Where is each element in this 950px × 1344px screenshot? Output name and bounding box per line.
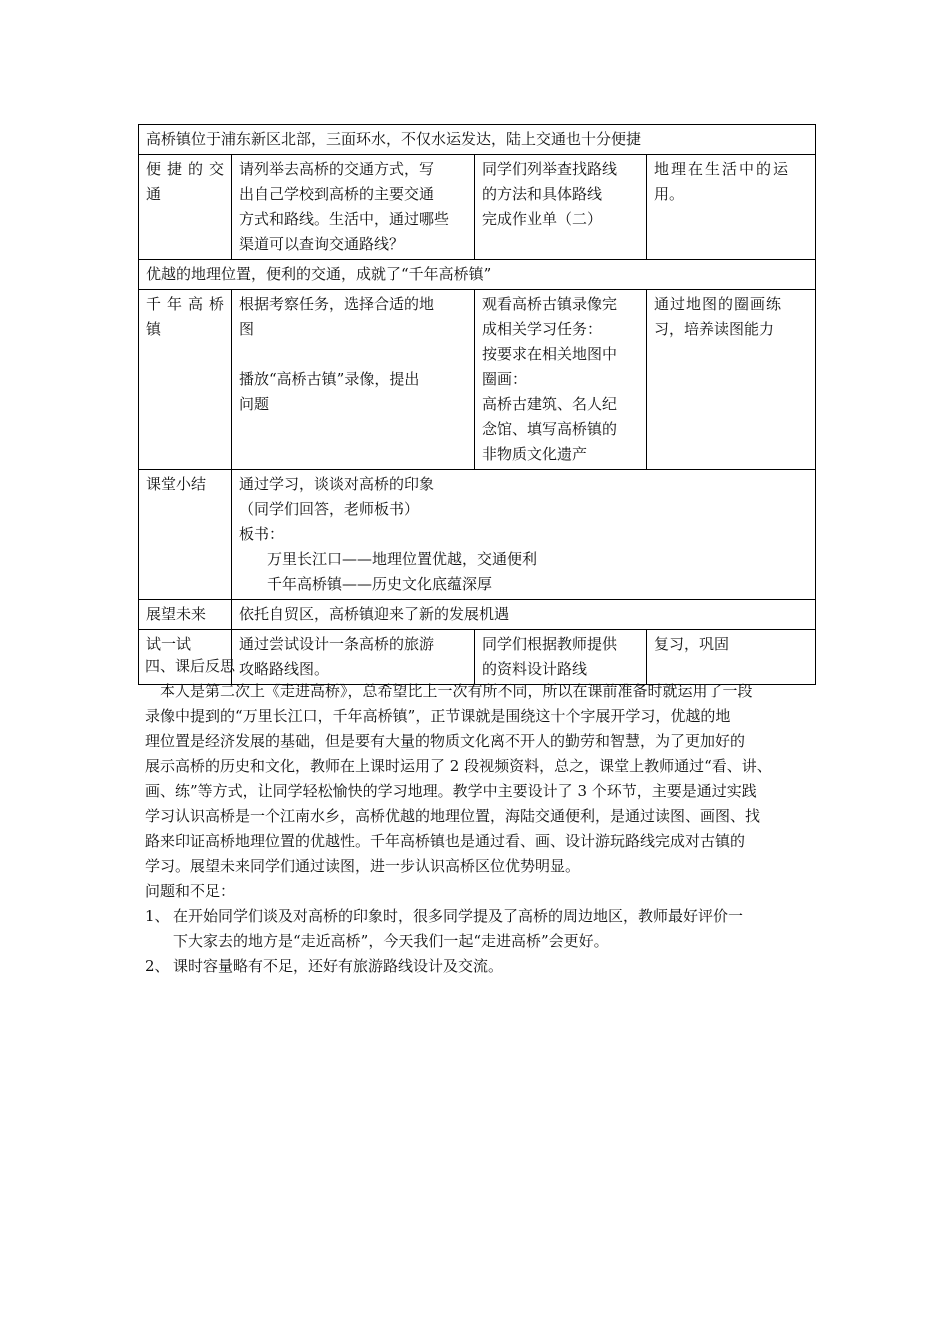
table-cell — [232, 600, 816, 630]
cell-text: 通过地图的圈画练 — [654, 295, 783, 313]
list-text: 在开始同学们谈及对高桥的印象时，很多同学提及了高桥的周边地区，教师最好评价一 — [173, 907, 744, 925]
paragraph-line: 学习。展望未来同学们通过读图，进一步认识高桥区位优势明显。 — [145, 857, 581, 875]
table-cell — [139, 260, 816, 290]
cell-text: 板书： — [239, 525, 285, 543]
lesson-plan-table — [138, 124, 816, 685]
cell-text: 千年高桥镇——历史文化底蕴深厚 — [267, 575, 493, 593]
cell-text: 展望未来 — [146, 605, 207, 623]
table-cell — [647, 155, 816, 260]
cell-text: 图 — [239, 320, 255, 338]
reflection-section — [145, 654, 817, 979]
cell-text: 便捷的交 — [146, 160, 231, 178]
cell-text: 的方法和具体路线 — [482, 185, 603, 203]
cell-text: 完成作业单（二） — [482, 210, 603, 228]
cell-text: 同学们根据教师提供 — [482, 635, 618, 653]
problems-heading: 问题和不足： — [145, 882, 236, 900]
cell-text: 课堂小结 — [146, 475, 207, 493]
cell-text: 播放“高桥古镇”录像，提出 — [239, 370, 420, 388]
cell-text: 渠道可以查询交通路线？ — [239, 235, 405, 253]
paragraph-line: 画、练”等方式，让同学轻松愉快的学习地理。教学中主要设计了 3 个环节，主要是通过实践 — [145, 782, 757, 800]
list-item — [145, 904, 817, 954]
table-cell — [475, 290, 647, 470]
cell-text: 出自己学校到高桥的主要交通 — [239, 185, 435, 203]
table-cell — [139, 155, 232, 260]
list-number: 2、 — [145, 957, 170, 975]
table-row — [139, 600, 816, 630]
cell-text: 问题 — [239, 395, 270, 413]
cell-text: 成相关学习任务： — [482, 320, 603, 338]
cell-text: 通 — [146, 185, 162, 203]
table-cell — [139, 290, 232, 470]
list-text: 课时容量略有不足，还好有旅游路线设计及交流。 — [173, 957, 504, 975]
table-cell — [232, 155, 475, 260]
cell-text: 的资料设计路线 — [482, 660, 588, 678]
list-number: 1、 — [145, 907, 170, 925]
cell-text: 高桥古建筑、名人纪 — [482, 395, 618, 413]
cell-text: 优越的地理位置，便利的交通，成就了“千年高桥镇” — [146, 265, 492, 283]
cell-text: 同学们列举查找路线 — [482, 160, 618, 178]
table-cell — [139, 470, 232, 600]
cell-text: 方式和路线。生活中，通过哪些 — [239, 210, 450, 228]
cell-text: 攻略路线图。 — [239, 660, 330, 678]
table-row — [139, 260, 816, 290]
table-cell — [139, 600, 232, 630]
cell-text: 依托自贸区，高桥镇迎来了新的发展机遇 — [239, 605, 510, 623]
cell-text: 镇 — [146, 320, 162, 338]
spacer — [239, 342, 468, 367]
cell-text: 用。 — [654, 185, 685, 203]
cell-text: 圈画： — [482, 370, 528, 388]
table-row — [139, 125, 816, 155]
paragraph-line: 学习认识高桥是一个江南水乡，高桥优越的地理位置，海陆交通便利，是通过读图、画图、找 — [145, 807, 761, 825]
cell-text: 观看高桥古镇录像完 — [482, 295, 618, 313]
section-heading: 四、课后反思 — [145, 657, 236, 675]
cell-text: 千年高桥 — [146, 295, 231, 313]
paragraph-line: 展示高桥的历史和文化，教师在上课时运用了 2 段视频资料，总之，课堂上教师通过“看、讲、 — [145, 757, 772, 775]
cell-text: （同学们回答，老师板书） — [239, 500, 420, 518]
list-text: 下大家去的地方是“走近高桥”，今天我们一起“走进高桥”会更好。 — [173, 932, 609, 950]
cell-text: 通过学习，谈谈对高桥的印象 — [239, 475, 435, 493]
cell-text: 试一试 — [146, 635, 192, 653]
cell-text: 高桥镇位于浦东新区北部，三面环水，不仅水运发达，陆上交通也十分便捷 — [146, 130, 642, 148]
paragraph-line: 路来印证高桥地理位置的优越性。千年高桥镇也是通过看、画、设计游玩路线完成对古镇的 — [145, 832, 746, 850]
table-cell — [475, 155, 647, 260]
list-item — [145, 954, 817, 979]
cell-text: 复习，巩固 — [654, 635, 730, 653]
paragraph-line: 本人是第二次上《走进高桥》，总希望比上一次有所不同，所以在课前准备时就运用了一段 — [145, 682, 753, 700]
table-cell — [647, 290, 816, 470]
paragraph-line: 录像中提到的“万里长江口，千年高桥镇”，正节课就是围绕这十个字展开学习，优越的地 — [145, 707, 731, 725]
cell-text: 请列举去高桥的交通方式，写 — [239, 160, 435, 178]
table-row — [139, 290, 816, 470]
table-row — [139, 470, 816, 600]
table-row — [139, 155, 816, 260]
table-cell — [139, 125, 816, 155]
cell-text: 万里长江口——地理位置优越，交通便利 — [267, 550, 538, 568]
table-cell — [232, 290, 475, 470]
cell-text: 非物质文化遗产 — [482, 445, 588, 463]
cell-text: 通过尝试设计一条高桥的旅游 — [239, 635, 435, 653]
paragraph-line: 理位置是经济发展的基础，但是要有大量的物质文化离不开人的勤劳和智慧，为了更加好的 — [145, 732, 746, 750]
cell-text: 地理在生活中的运 — [654, 160, 791, 178]
cell-text: 习，培养读图能力 — [654, 320, 775, 338]
cell-text: 念馆、填写高桥镇的 — [482, 420, 618, 438]
cell-text: 根据考察任务，选择合适的地 — [239, 295, 435, 313]
cell-text: 按要求在相关地图中 — [482, 345, 618, 363]
table-cell — [232, 470, 816, 600]
